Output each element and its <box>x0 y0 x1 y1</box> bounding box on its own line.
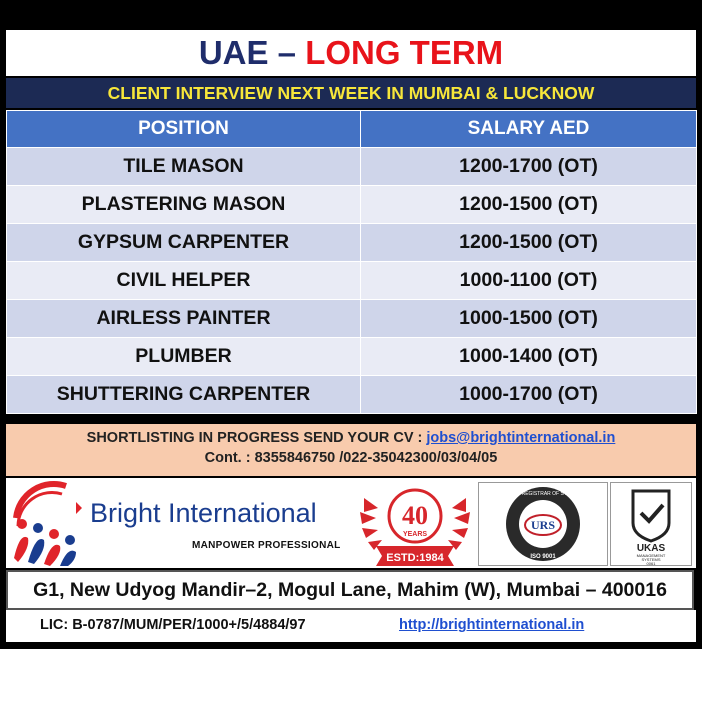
license-row <box>6 610 696 642</box>
office-address: G1, New Udyog Mandir–2, Mogul Lane, Mahim (W), Mumbai – 400016 <box>6 570 694 610</box>
company-logo <box>6 478 352 568</box>
salary-cell: 1000-1100 (OT) <box>361 262 697 300</box>
phone-line: Cont. : 8355846750 /022-35042300/03/04/05 <box>204 450 498 466</box>
position-cell: GYPSUM CARPENTER <box>7 224 361 262</box>
table-row <box>7 338 697 376</box>
position-cell: AIRLESS PAINTER <box>7 300 361 338</box>
email-link[interactable]: jobs@brightinternational.in <box>426 430 616 446</box>
interview-banner: CLIENT INTERVIEW NEXT WEEK IN MUMBAI & LUCKNOW <box>6 78 696 108</box>
position-cell: CIVIL HELPER <box>7 262 361 300</box>
salary-cell: 1000-1700 (OT) <box>361 376 697 414</box>
salary-cell: 1200-1500 (OT) <box>361 186 697 224</box>
salary-header: SALARY AED <box>361 111 697 148</box>
cv-instruction: SHORTLISTING IN PROGRESS SEND YOUR CV : <box>86 430 427 446</box>
license-number: LIC: B-0787/MUM/PER/1000+/5/4884/97 <box>40 617 306 633</box>
ukas-number: 0061 <box>646 561 656 566</box>
urs-iso: ISO 9001 <box>530 554 556 560</box>
table-row <box>7 262 697 300</box>
logo-strip <box>6 478 696 568</box>
jobs-table <box>6 110 697 414</box>
company-tagline: MANPOWER PROFESSIONAL <box>192 540 341 551</box>
badge-years: YEARS <box>402 531 428 538</box>
table-row <box>7 148 697 186</box>
table-header-row <box>7 111 697 148</box>
table-row <box>7 376 697 414</box>
salary-cell: 1200-1500 (OT) <box>361 224 697 262</box>
title-region: UAE – <box>198 34 306 71</box>
title-term: LONG TERM <box>305 34 504 71</box>
position-cell: PLASTERING MASON <box>7 186 361 224</box>
position-cell: SHUTTERING CARPENTER <box>7 376 361 414</box>
salary-cell: 1000-1400 (OT) <box>361 338 697 376</box>
urs-certification-icon <box>478 482 608 566</box>
contact-section <box>6 424 696 476</box>
salary-cell: 1000-1500 (OT) <box>361 300 697 338</box>
company-name: Bright International <box>90 498 317 528</box>
website-link[interactable]: http://brightinternational.in <box>399 617 585 633</box>
table-row <box>7 300 697 338</box>
ukas-label: UKAS <box>636 543 666 554</box>
badge-number: 40 <box>402 501 428 530</box>
urs-ring-text: UNITED REGISTRAR OF SYSTEMS <box>501 491 585 497</box>
table-row <box>7 186 697 224</box>
table-row <box>7 224 697 262</box>
urs-mark: URS <box>530 518 556 532</box>
cv-line <box>6 430 696 446</box>
badge-estd: ESTD:1984 <box>386 552 444 564</box>
ukas-sub1: MANAGEMENT <box>636 553 666 558</box>
page-title <box>6 30 696 76</box>
people-logo-icon <box>6 478 90 568</box>
salary-cell: 1200-1700 (OT) <box>361 148 697 186</box>
ukas-certification-icon <box>610 482 692 566</box>
position-header: POSITION <box>7 111 361 148</box>
position-cell: TILE MASON <box>7 148 361 186</box>
ukas-sub2: SYSTEMS <box>641 557 661 562</box>
anniversary-badge <box>356 480 474 566</box>
position-cell: PLUMBER <box>7 338 361 376</box>
